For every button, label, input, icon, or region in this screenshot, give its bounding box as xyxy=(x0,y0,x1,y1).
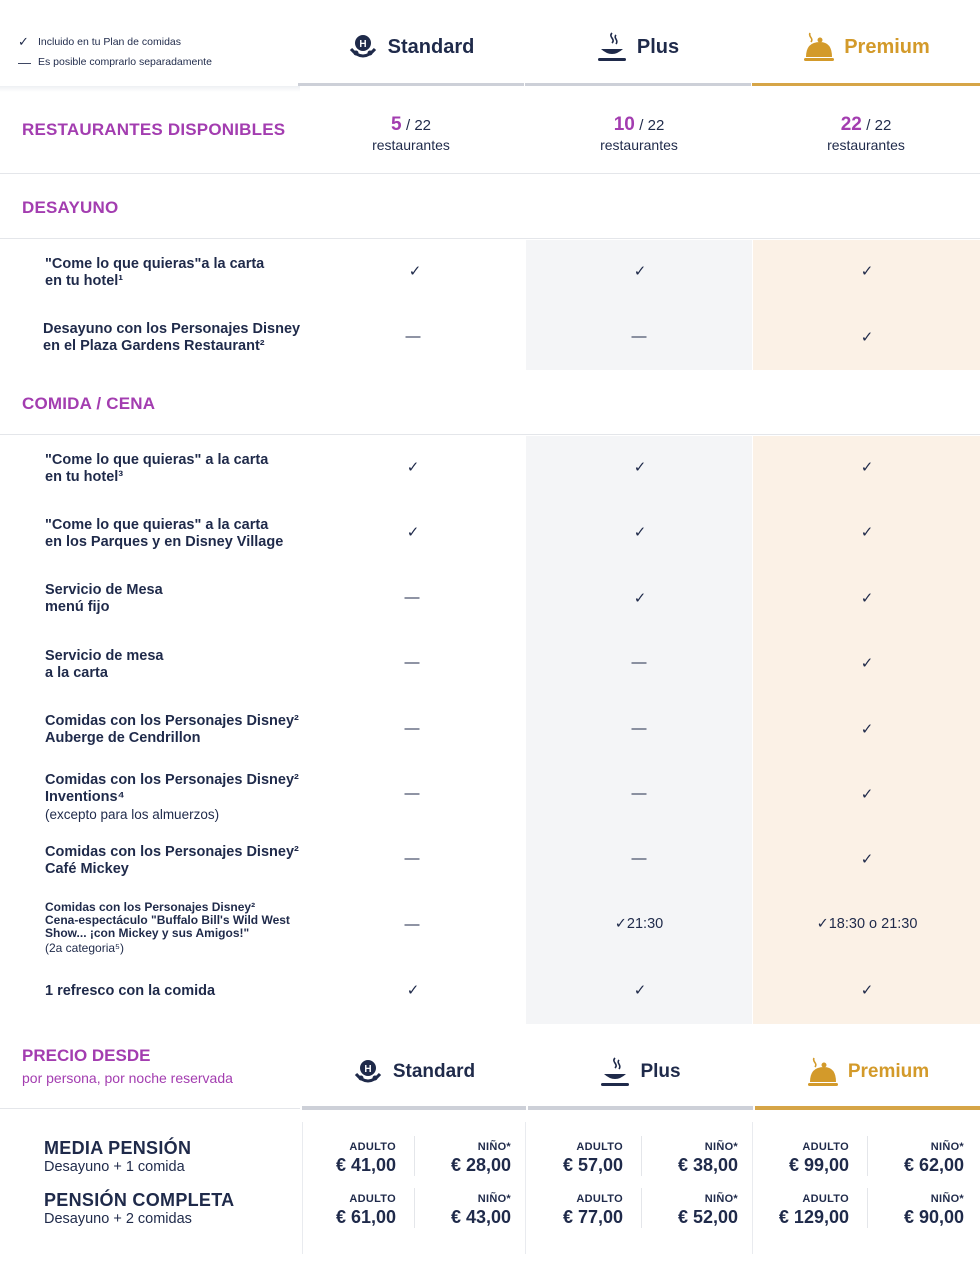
child-label: NIÑO* xyxy=(704,1141,738,1153)
row-label xyxy=(45,713,299,747)
price-value: € 99,00 xyxy=(788,1155,849,1175)
row-label xyxy=(45,582,163,616)
legend-included-text: Incluido en tu Plan de comidas xyxy=(38,36,182,48)
check-icon: ✓ xyxy=(860,459,874,476)
price-cell xyxy=(523,1193,623,1228)
row-line1: Comidas con los Personajes Disney² xyxy=(45,713,299,729)
check-icon: ✓ xyxy=(860,329,874,346)
row-line1: 1 refresco con la comida xyxy=(45,983,216,999)
check-icon: ✓ xyxy=(860,263,874,280)
price-value: € 62,00 xyxy=(903,1155,964,1175)
dash-icon: — xyxy=(404,850,420,867)
plan-name-standard: Standard xyxy=(392,1061,476,1082)
price-cell xyxy=(411,1193,511,1228)
dash-icon: — xyxy=(631,785,647,802)
check-icon: ✓ xyxy=(633,459,647,476)
row-line2: en tu hotel³ xyxy=(45,469,124,485)
count-unit: restaurantes xyxy=(600,137,678,153)
row-label xyxy=(45,772,299,823)
check-icon: ✓ xyxy=(406,982,420,999)
row-line1: Comidas con los Personajes Disney² xyxy=(45,844,299,860)
row-line1: Desayuno con los Personajes Disney xyxy=(43,321,301,337)
price-value: € 57,00 xyxy=(562,1155,623,1175)
half-board-label xyxy=(44,1138,191,1175)
dash-icon: — xyxy=(404,916,420,933)
price-value: € 77,00 xyxy=(562,1207,623,1227)
count-value: 5 xyxy=(390,114,402,135)
row-note: (excepto para los almuerzos) xyxy=(45,807,220,822)
row-line2: en tu hotel¹ xyxy=(45,273,124,289)
restaurant-count-premium xyxy=(753,114,979,153)
meals-title: COMIDA / CENA xyxy=(22,394,156,413)
steaming-plate-icon xyxy=(600,1056,630,1088)
adult-label: ADULTO xyxy=(802,1141,849,1153)
price-heading: PRECIO DESDE xyxy=(22,1046,151,1065)
check-icon: ✓ xyxy=(860,721,874,738)
check-icon: ✓ xyxy=(860,786,874,803)
price-value: € 41,00 xyxy=(335,1155,396,1175)
dash-icon: — xyxy=(631,850,647,867)
row-label xyxy=(45,983,215,1000)
steaming-plate-icon xyxy=(597,31,627,63)
row-line1: "Come lo que quieras"a la carta xyxy=(45,256,265,272)
check-icon: ✓ xyxy=(633,590,647,607)
row-line1: Comidas con los Personajes Disney² xyxy=(45,900,256,914)
count-total: / 22 xyxy=(866,117,892,134)
check-icon: ✓ xyxy=(633,982,647,999)
price-header-premium xyxy=(755,1034,980,1110)
price-header-standard xyxy=(302,1034,526,1110)
check-icon: ✓ xyxy=(633,524,647,541)
price-cell xyxy=(864,1141,964,1176)
child-label: NIÑO* xyxy=(930,1193,964,1205)
price-cell xyxy=(296,1193,396,1228)
row-label xyxy=(45,844,299,878)
premium-column-background xyxy=(753,240,980,370)
row-line1: Servicio de Mesa xyxy=(45,582,163,598)
divider xyxy=(0,173,980,174)
child-label: NIÑO* xyxy=(477,1141,511,1153)
show-time-plus: ✓21:30 xyxy=(614,916,664,932)
row-label xyxy=(45,256,264,290)
premium-underline xyxy=(752,83,980,86)
plus-underline xyxy=(525,83,751,86)
dash-icon: — xyxy=(404,720,420,737)
adult-label: ADULTO xyxy=(576,1141,623,1153)
svg-text:H: H xyxy=(364,1064,372,1075)
count-total: / 22 xyxy=(639,117,665,134)
divider xyxy=(0,238,980,239)
row-line2: Auberge de Cendrillon xyxy=(45,730,201,746)
cloche-icon xyxy=(806,1056,838,1088)
count-unit: restaurantes xyxy=(372,137,450,153)
plan-name-premium: Premium xyxy=(844,35,930,58)
dash-icon: — xyxy=(631,654,647,671)
check-icon: ✓ xyxy=(406,459,420,476)
restaurant-count-plus xyxy=(526,114,752,153)
row-label xyxy=(45,648,164,682)
full-board-title: PENSIÓN COMPLETA xyxy=(44,1190,235,1210)
row-line2: en los Parques y en Disney Village xyxy=(45,534,284,550)
row-label xyxy=(45,901,290,956)
count-value: 22 xyxy=(840,114,862,135)
count-value: 10 xyxy=(613,114,635,135)
divider xyxy=(0,434,980,435)
plan-header-standard xyxy=(298,8,524,86)
restaurant-count-standard xyxy=(298,114,524,153)
price-cell xyxy=(296,1141,396,1176)
row-line2: en el Plaza Gardens Restaurant² xyxy=(43,338,265,354)
check-icon: ✓ xyxy=(633,263,647,280)
row-line2: Café Mickey xyxy=(45,861,129,877)
price-title xyxy=(22,1046,233,1086)
row-line1: Servicio de mesa xyxy=(45,648,164,664)
dash-icon: — xyxy=(404,654,420,671)
child-label: NIÑO* xyxy=(704,1193,738,1205)
row-line2: menú fijo xyxy=(45,599,110,615)
full-board-label xyxy=(44,1190,234,1227)
half-board-title: MEDIA PENSIÓN xyxy=(44,1138,192,1158)
price-subheading: por persona, por noche reservada xyxy=(22,1070,233,1086)
plus-underline xyxy=(528,1106,753,1110)
check-icon: ✓ xyxy=(406,524,420,541)
check-icon: ✓ xyxy=(408,263,422,280)
plan-header-premium xyxy=(752,8,980,86)
price-cell xyxy=(749,1141,849,1176)
row-label xyxy=(45,517,283,551)
check-icon: ✓ xyxy=(860,655,874,672)
price-value: € 90,00 xyxy=(903,1207,964,1227)
row-line2: a la carta xyxy=(45,665,108,681)
row-line3: Show... ¡con Mickey y sus Amigos!" xyxy=(45,926,250,940)
price-value: € 52,00 xyxy=(677,1207,738,1227)
adult-label: ADULTO xyxy=(802,1193,849,1205)
show-time-premium: ✓18:30 o 21:30 xyxy=(816,916,918,932)
row-line2: Cena-espectáculo "Buffalo Bill's Wild West xyxy=(45,913,290,927)
adult-label: ADULTO xyxy=(349,1193,396,1205)
adult-label: ADULTO xyxy=(576,1193,623,1205)
price-cell xyxy=(749,1193,849,1228)
row-line1: Comidas con los Personajes Disney² xyxy=(45,772,299,788)
row-line2: Inventions⁴ xyxy=(45,789,125,805)
price-cell xyxy=(523,1141,623,1176)
child-label: NIÑO* xyxy=(930,1141,964,1153)
dash-icon: — xyxy=(404,785,420,802)
row-line1: "Come lo que quieras" a la carta xyxy=(45,452,269,468)
dash-icon: — xyxy=(18,54,31,70)
plan-name-plus: Plus xyxy=(636,35,680,58)
plan-header-plus xyxy=(525,8,751,86)
check-icon: ✓ xyxy=(860,590,874,607)
plus-column-background xyxy=(526,240,752,370)
adult-label: ADULTO xyxy=(349,1141,396,1153)
divider xyxy=(0,1108,300,1109)
plan-name-plus: Plus xyxy=(640,1061,681,1082)
row-label xyxy=(43,321,300,355)
restaurants-title: RESTAURANTES DISPONIBLES xyxy=(22,120,286,139)
standard-underline xyxy=(298,83,524,86)
check-icon: ✓ xyxy=(860,524,874,541)
price-value: € 38,00 xyxy=(677,1155,738,1175)
header-shadow xyxy=(0,86,300,92)
price-value: € 43,00 xyxy=(450,1207,511,1227)
cloche-icon xyxy=(802,31,834,63)
price-cell xyxy=(638,1141,738,1176)
standard-plate-icon xyxy=(353,1058,383,1086)
count-total: / 22 xyxy=(406,117,432,134)
dash-icon: — xyxy=(404,589,420,606)
check-icon: ✓ xyxy=(18,34,29,49)
count-unit: restaurantes xyxy=(827,137,905,153)
plan-name-premium: Premium xyxy=(847,1061,930,1082)
standard-plate-icon xyxy=(348,33,378,61)
premium-underline xyxy=(755,1106,980,1110)
legend-separate-text: Es posible comprarlo separadamente xyxy=(38,56,212,68)
plan-name-standard: Standard xyxy=(387,35,475,58)
child-label: NIÑO* xyxy=(477,1193,511,1205)
dash-icon: — xyxy=(405,328,421,345)
legend xyxy=(18,32,212,72)
price-value: € 129,00 xyxy=(778,1207,849,1227)
price-value: € 61,00 xyxy=(335,1207,396,1227)
price-value: € 28,00 xyxy=(450,1155,511,1175)
row-label xyxy=(45,452,268,486)
dash-icon: — xyxy=(631,328,647,345)
row-note: (2a categoria⁵) xyxy=(45,941,125,955)
row-line1: "Come lo que quieras" a la carta xyxy=(45,517,269,533)
price-cell xyxy=(638,1193,738,1228)
price-header-plus xyxy=(528,1034,753,1110)
half-board-subtitle: Desayuno + 1 comida xyxy=(44,1159,185,1175)
price-cell xyxy=(411,1141,511,1176)
svg-text:H: H xyxy=(359,39,367,50)
dash-icon: — xyxy=(631,720,647,737)
breakfast-title: DESAYUNO xyxy=(22,198,119,217)
check-icon: ✓ xyxy=(860,982,874,999)
full-board-subtitle: Desayuno + 2 comidas xyxy=(44,1211,192,1227)
check-icon: ✓ xyxy=(860,851,874,868)
standard-underline xyxy=(302,1106,526,1110)
price-cell xyxy=(864,1193,964,1228)
